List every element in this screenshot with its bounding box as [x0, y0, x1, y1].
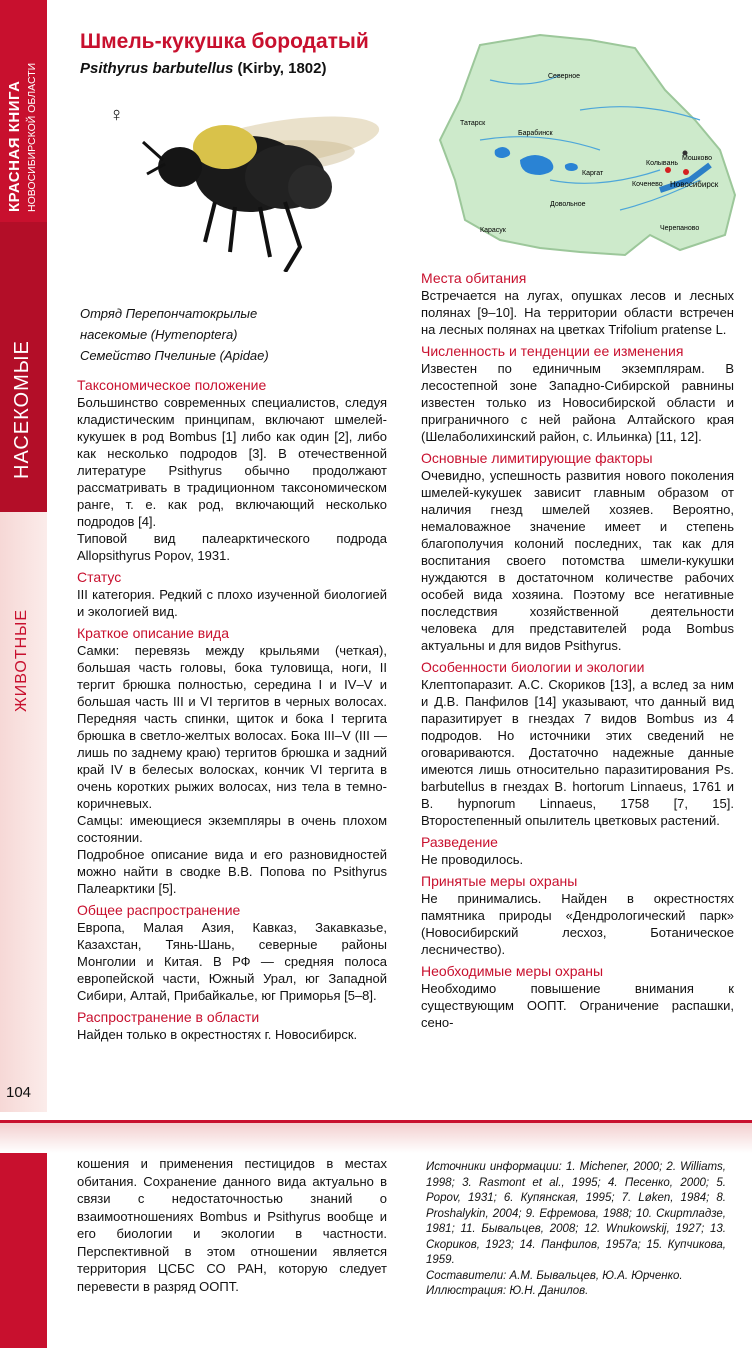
heading-measures-needed: Необходимые меры охраны	[421, 963, 604, 979]
compilers-text: Составители: А.М. Бывальцев, Ю.А. Юрченко.	[426, 1269, 683, 1282]
right-column	[421, 265, 734, 1031]
text-regional-distribution: Найден только в окрестностях г. Новосибирск.	[77, 1027, 358, 1042]
latin-name: Psithyrus barbutellus	[80, 60, 234, 77]
map-label-tatarsk: Татарск	[460, 120, 486, 127]
map-label-karasuk: Карасук	[480, 227, 506, 234]
text-measures-needed: Необходимо повышение внимания к существующим ООПТ. Ограничение распашки, сено-	[421, 981, 734, 1030]
text-abundance: Известен по единичным экземплярам. В лесостепной зоне Западно-Сибирской равнины известен только из Новосибирской области и приграничного с ней района Алтайского края (Шелаболихинский район, с. Ильинка) [11, 12].	[421, 361, 734, 444]
left-column	[77, 372, 387, 1043]
taxon-family: Семейство Пчелиные (Apidae)	[80, 348, 269, 363]
text-limiting-factors: Очевидно, успешность развития нового поколения шмелей-кукушек зависит главным образом от наличия гнезд шмелей хозяев. Вероятно, немаловажное значение имеет и степень благополучия колоний последних, так как для воспитания своего потомства шмели-кукушки нуждаются в достаточном количестве рабочих особей вида хозяина. Поэтому все негативные последствия хозяйственной деятельности человека для представителей рода Bombus актуальны и для видов Psithyrus.	[421, 468, 734, 653]
red-book-region: НОВОСИБИРСКОЙ ОБЛАСТИ	[26, 62, 38, 212]
latin-author: (Kirby, 1802)	[237, 60, 327, 77]
heading-description: Краткое описание вида	[77, 625, 229, 641]
text-habitat: Встречается на лугах, опушках лесов и лесных полянах [9–10]. На территории области встречен на лесных полянах на цветках Trifolium pratense L.	[421, 288, 734, 337]
illustration-credit: Иллюстрация: Ю.Н. Данилов.	[426, 1285, 589, 1297]
sidebar-bottom-band	[0, 1120, 47, 1348]
heading-breeding: Разведение	[421, 834, 498, 850]
taxon-order-latin: насекомые (Hymenoptera)	[80, 327, 238, 342]
text-description-males: Самцы: имеющиеся экземпляры в очень плохом состоянии.	[77, 813, 387, 845]
bumblebee-illustration	[135, 102, 385, 272]
map-label-kochenevo: Коченево	[632, 181, 663, 188]
text-description-females: Самки: перевязь между крыльями (четкая), большая часть головы, бока туловища, ноги, II тергит брюшка полностью, середина I и IV–V и большая часть III и VI тергитов в черных волосах. Передняя часть спинки, щиток и бока I тергита брюшка в светло-желтых волосах. Бока III–V (III — лишь по заднему краю) тергитов брюшка и задний край IV в белесых волосках, кончик VI тергита в очень коротких рыжих волосах, низ тела в темно-коричневых.	[77, 643, 387, 811]
sources-block	[426, 1160, 726, 1300]
red-book-title: КРАСНАЯ КНИГА	[6, 80, 23, 212]
section-label: НАСЕКОМЫЕ	[11, 340, 33, 480]
heading-limiting-factors: Основные лимитирующие факторы	[421, 450, 653, 466]
region-map	[420, 20, 745, 265]
map-label-moshkovo: Мошково	[682, 155, 712, 162]
map-label-barabinsk: Барабинск	[518, 130, 553, 137]
taxonomy-block	[80, 303, 269, 366]
sources-text: Источники информации: 1. Michener, 2000; 2. Williams, 1998; 3. Rasmont et al., 1995; 4. Песенко, 2000; 5. Popov, 1931; 6. Купянская, 1995; 7. Løken, 1984; 8. Proshalykin, 2004; 9. Ефремова, 1988; 10. Скиртладзе, 1981; 11. Бывальцев, 2008; 12. Wnukowskij, 1927; 13. Скориков, 1923; 14. Панфилов, 1957а; 15. Купчикова, 1959.	[426, 1161, 726, 1266]
female-symbol: ♀	[109, 104, 124, 126]
text-status: III категория. Редкий с плохо изученной биологией и экологией вид.	[77, 587, 387, 619]
heading-taxonomic-position: Таксономическое положение	[77, 377, 267, 393]
map-label-severnoe: Северное	[548, 73, 581, 80]
map-label-novosibirsk: Новосибирск	[670, 180, 719, 189]
text-general-distribution: Европа, Малая Азия, Кавказ, Закавказье, Казахстан, Тянь-Шань, северные районы Монголии и Китая. В РФ — средняя полоса европейской части, Южный Урал, юг Западной Сибири, Алтай, Прибайкалье, юг Приморья [5–8].	[77, 920, 387, 1003]
taxon-order: Отряд Перепончатокрылые	[80, 306, 258, 321]
species-title: Шмель-кукушка бородатый	[80, 30, 369, 53]
map-label-kolyvan: Колывань	[646, 160, 678, 167]
heading-general-distribution: Общее распространение	[77, 902, 241, 918]
heading-biology: Особенности биологии и экологии	[421, 659, 645, 675]
text-breeding: Не проводилось.	[421, 852, 524, 867]
text-type-species: Типовой вид палеарктического подрода Allopsithyrus Popov, 1931.	[77, 531, 387, 563]
heading-abundance: Численность и тенденции ее изменения	[421, 343, 684, 359]
heading-regional-distribution: Распространение в области	[77, 1009, 260, 1025]
text-taxonomic-position: Большинство современных специалистов, следуя кладистическим принципам, включают шмелей-кукушек в род Bombus [1] либо как один [2], либо как несколько подродов [3]. В отечественной литературе Psithyrus обычно продолжают рассматривать в традиционном таксономическом ранге, т. е. как род, включающий несколько подродов [4].	[77, 395, 387, 529]
heading-measures-taken: Принятые меры охраны	[421, 873, 578, 889]
heading-status: Статус	[77, 569, 122, 585]
text-description-reference: Подробное описание вида и его разновидностей можно найти в сводке В.В. Попова по Psithyrus Палеарктики [5].	[77, 847, 387, 896]
continuation-text: кошения и применения пестицидов в местах обитания. Сохранение данного вида актуально в связи с недостаточностью знаний о взаимоотношениях Bombus и Psithyrus вообще и его биологии и экологии в частности. Перспективной в этом отношении является территория ЦСБС СО РАН, которую следует перевести в разряд ООПТ.	[77, 1156, 387, 1294]
map-label-dovolnoe: Довольное	[550, 201, 586, 208]
latin-name-line	[80, 60, 326, 77]
map-label-cherepanovo: Черепаново	[660, 225, 700, 232]
heading-habitat: Места обитания	[421, 270, 527, 286]
map-label-kargat: Каргат	[582, 170, 604, 177]
text-biology: Клептопаразит. А.С. Скориков [13], а вслед за ним и Д.В. Панфилов [14] указывают, что данный вид паразитирует в гнездах 7 видов Bombus из 4 подродов. Но источники этих сведений не оговариваются. Достаточно надежные данные имеются лишь относительно паразитирования Ps. barbutellus в гнездах B. hortorum Linnaeus, 1761 и B. hypnorum Linnaeus, 1758 [7, 15]. Второстепенный опылитель цветковых растений.	[421, 677, 734, 828]
category-label: ЖИВОТНЫЕ	[13, 608, 30, 712]
page-number: 104	[6, 1084, 32, 1101]
text-measures-taken: Не принимались. Найден в окрестностях памятника природы «Дендрологический парк» (Новосибирский лесхоз, Ботаническое лесничество).	[421, 891, 734, 957]
